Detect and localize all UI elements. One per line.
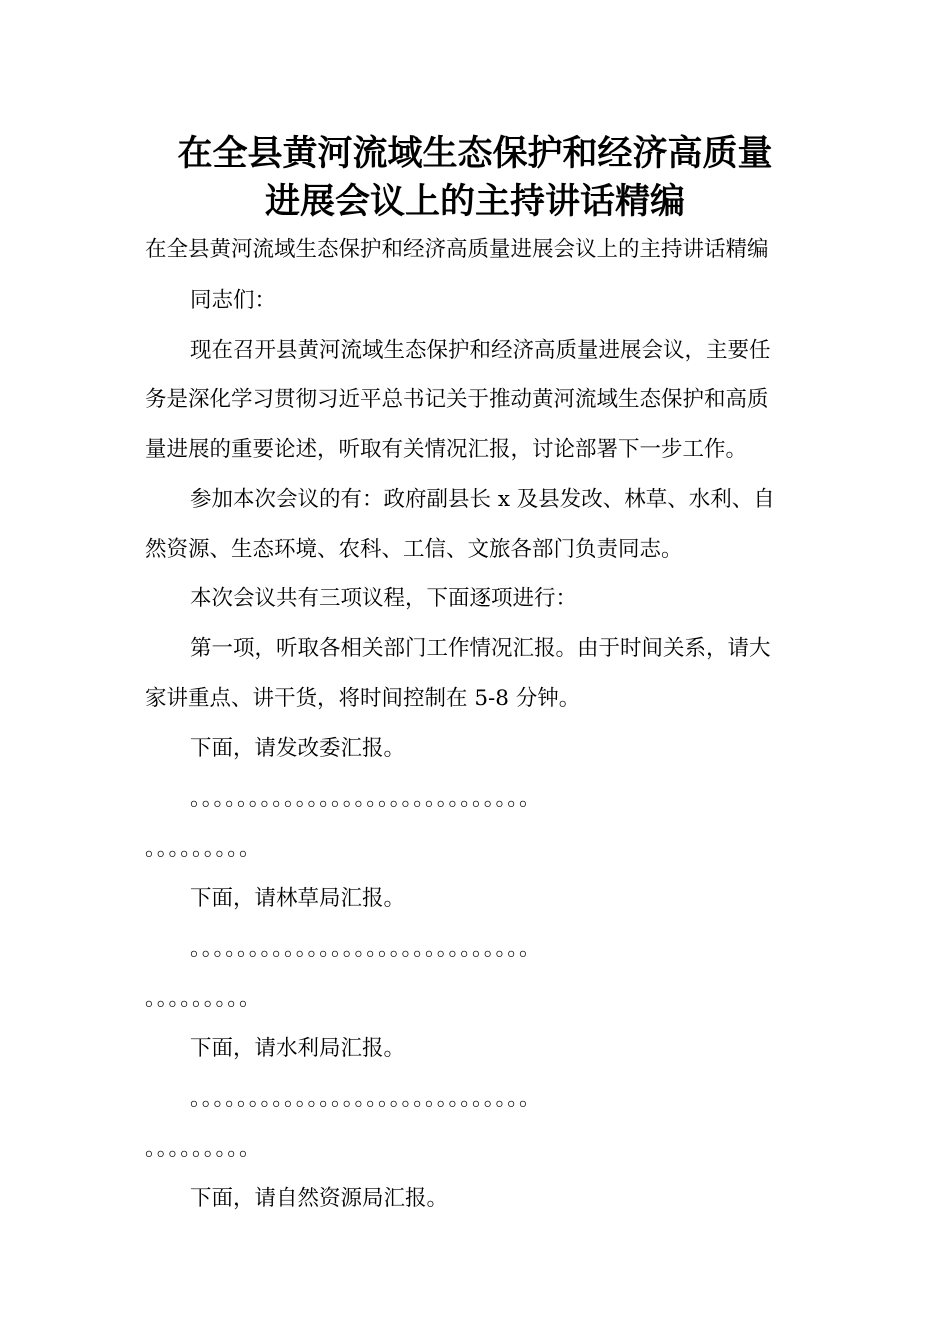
ellipsis-line: 。。。。。。。。。。。。。。。。。。。。。。。。。。。。。 <box>190 1086 542 1111</box>
paragraph-line: 家讲重点、讲干货，将时间控制在 5-8 分钟。 <box>145 686 581 711</box>
paragraph-line: 现在召开县黄河流域生态保护和经济高质量进展会议，主要任 <box>190 338 771 363</box>
document-subtitle: 在全县黄河流域生态保护和经济高质量进展会议上的主持讲话精编 <box>145 237 769 262</box>
ellipsis-line: 。。。。。。。。。 <box>145 986 262 1011</box>
ellipsis-line: 。。。。。。。。。。。。。。。。。。。。。。。。。。。。。 <box>190 936 542 961</box>
paragraph-line: 下面，请自然资源局汇报。 <box>190 1186 449 1211</box>
paragraph-line: 务是深化学习贯彻习近平总书记关于推动黄河流域生态保护和高质 <box>145 387 769 412</box>
paragraph-line: 第一项，听取各相关部门工作情况汇报。由于时间关系，请大 <box>190 636 771 661</box>
paragraph-line: 下面，请水利局汇报。 <box>190 1036 406 1061</box>
document-title-line-2: 进展会议上的主持讲话精编 <box>264 182 685 222</box>
document-title-line-1: 在全县黄河流域生态保护和经济高质量 <box>177 134 773 174</box>
paragraph-line: 参加本次会议的有：政府副县长 x 及县发改、林草、水利、自 <box>190 487 775 512</box>
paragraph-line: 下面，请林草局汇报。 <box>190 886 406 911</box>
ellipsis-line: 。。。。。。。。。 <box>145 1136 262 1161</box>
paragraph-line: 量进展的重要论述，听取有关情况汇报，讨论部署下一步工作。 <box>145 437 748 462</box>
paragraph-line: 然资源、生态环境、农科、工信、文旅各部门负责同志。 <box>145 537 683 562</box>
ellipsis-line: 。。。。。。。。。。。。。。。。。。。。。。。。。。。。。 <box>190 786 542 811</box>
salutation: 同志们： <box>190 288 277 313</box>
paragraph-line: 本次会议共有三项议程，下面逐项进行： <box>190 586 578 611</box>
ellipsis-line: 。。。。。。。。。 <box>145 836 262 861</box>
paragraph-line: 下面，请发改委汇报。 <box>190 736 406 761</box>
